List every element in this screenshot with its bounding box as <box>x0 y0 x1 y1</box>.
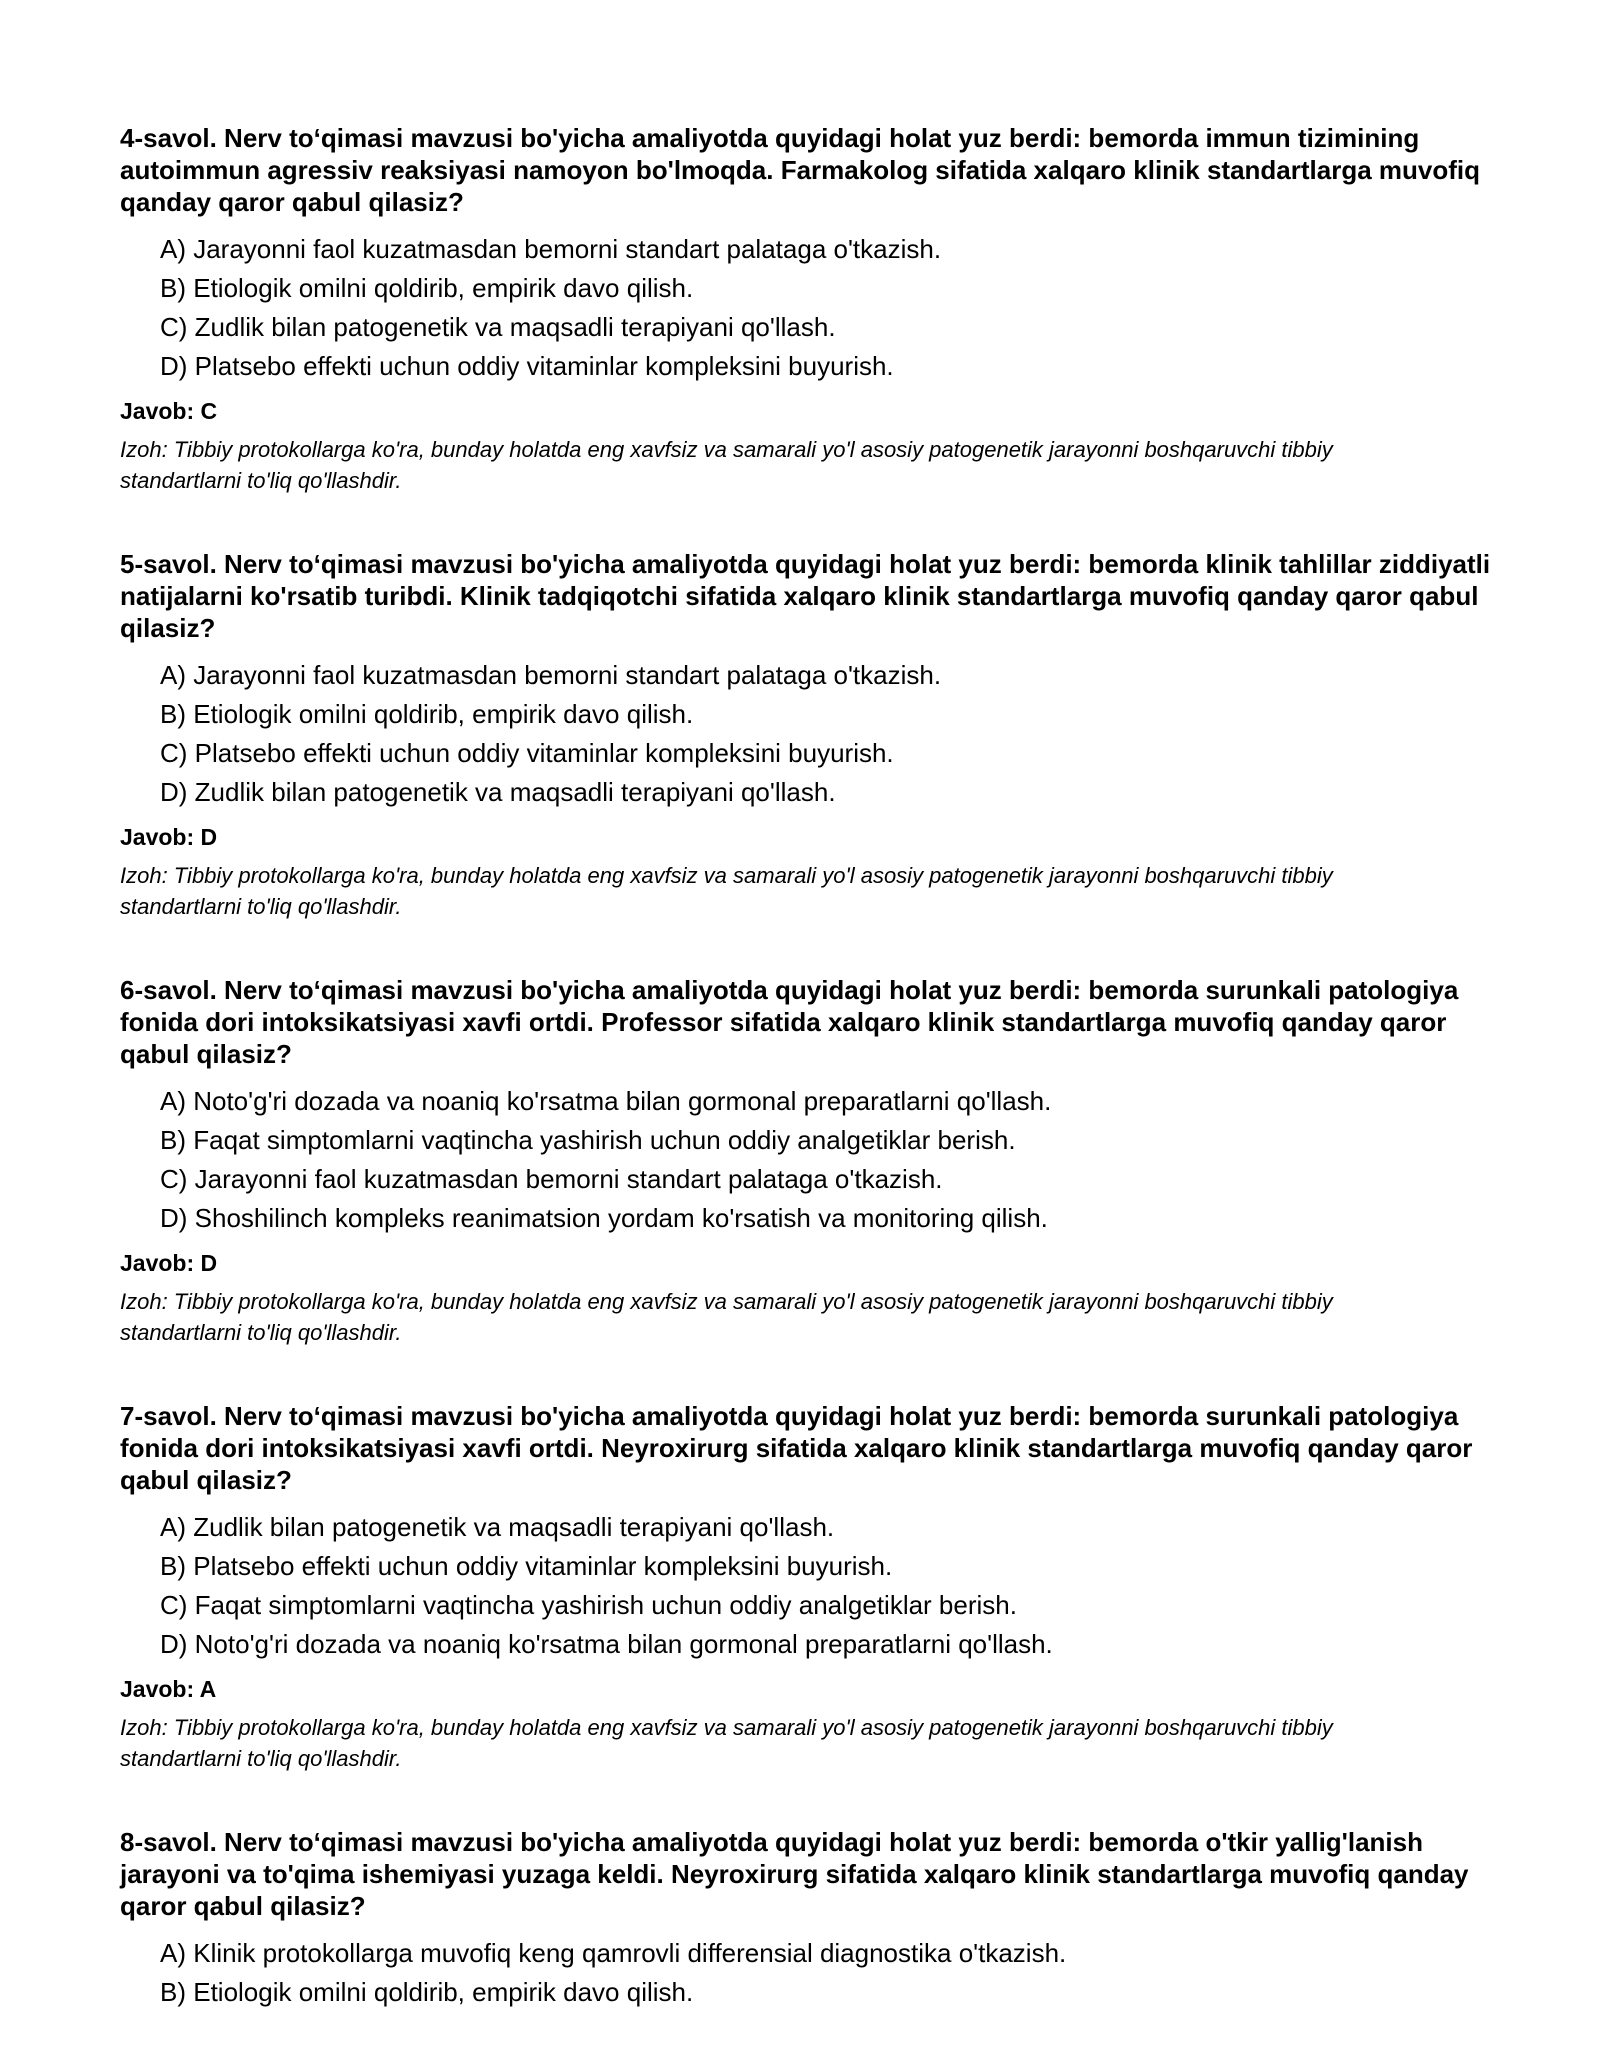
options-list <box>120 230 1500 386</box>
explanation-note: Izoh: Tibbiy protokollarga ko'ra, bunday holatda eng xavfsiz va samarali yo'l asosiy patogenetik jarayonni boshqaruvchi tibbiy standartlarni to'liq qo'llashdir. <box>120 1715 1333 1771</box>
answer-label: Javob: A <box>120 1676 217 1702</box>
answer-label: Javob: D <box>120 824 218 850</box>
options-list <box>120 1508 1500 1664</box>
options-list <box>120 1082 1500 1238</box>
option-a: A) Jarayonni faol kuzatmasdan bemorni standart palataga o'tkazish. <box>160 660 942 690</box>
option-b: B) Platsebo effekti uchun oddiy vitaminlar kompleksini buyurish. <box>160 1551 893 1581</box>
option-d: D) Noto'g'ri dozada va noaniq ko'rsatma bilan gormonal preparatlarni qo'llash. <box>160 1629 1053 1659</box>
answer-label: Javob: C <box>120 398 218 424</box>
option-c: C) Faqat simptomlarni vaqtincha yashirish uchun oddiy analgetiklar berish. <box>160 1590 1017 1620</box>
document-page <box>120 122 1500 2064</box>
question-7 <box>120 1400 1500 1774</box>
option-a: A) Zudlik bilan patogenetik va maqsadli terapiyani qo'llash. <box>160 1512 835 1542</box>
explanation-note: Izoh: Tibbiy protokollarga ko'ra, bunday holatda eng xavfsiz va samarali yo'l asosiy patogenetik jarayonni boshqaruvchi tibbiy standartlarni to'liq qo'llashdir. <box>120 437 1333 493</box>
question-title: 4-savol. Nerv to‘qimasi mavzusi bo'yicha amaliyotda quyidagi holat yuz berdi: bemorda immun tizimining autoimmun agressiv reaksiyasi namoyon bo'lmoqda. Farmakolog sifatida xalqaro klinik standartlarga muvofiq qanday qaror qabul qilasiz? <box>120 123 1481 217</box>
options-list <box>120 1934 1500 2012</box>
options-list <box>120 656 1500 812</box>
option-b: B) Etiologik omilni qoldirib, empirik davo qilish. <box>160 699 694 729</box>
question-title: 6-savol. Nerv to‘qimasi mavzusi bo'yicha amaliyotda quyidagi holat yuz berdi: bemorda surunkali patologiya fonida dori intoksikatsiyasi xavfi ortdi. Professor sifatida xalqaro klinik standartlarga muvofiq qanday qaror qabul qilasiz? <box>120 975 1459 1069</box>
option-b: B) Faqat simptomlarni vaqtincha yashirish uchun oddiy analgetiklar berish. <box>160 1125 1016 1155</box>
option-a: A) Klinik protokollarga muvofiq keng qamrovli differensial diagnostika o'tkazish. <box>160 1938 1067 1968</box>
explanation-note: Izoh: Tibbiy protokollarga ko'ra, bunday holatda eng xavfsiz va samarali yo'l asosiy patogenetik jarayonni boshqaruvchi tibbiy standartlarni to'liq qo'llashdir. <box>120 1289 1333 1345</box>
option-b: B) Etiologik omilni qoldirib, empirik davo qilish. <box>160 1977 694 2007</box>
question-title: 5-savol. Nerv to‘qimasi mavzusi bo'yicha amaliyotda quyidagi holat yuz berdi: bemorda klinik tahlillar ziddiyatli natijalarni ko'rsatib turibdi. Klinik tadqiqotchi sifatida xalqaro klinik standartlarga muvofiq qanday qaror qabul qilasiz? <box>120 549 1491 643</box>
answer-label: Javob: D <box>120 1250 218 1276</box>
question-5 <box>120 548 1500 922</box>
explanation-note: Izoh: Tibbiy protokollarga ko'ra, bunday holatda eng xavfsiz va samarali yo'l asosiy patogenetik jarayonni boshqaruvchi tibbiy standartlarni to'liq qo'llashdir. <box>120 863 1333 919</box>
option-d: D) Shoshilinch kompleks reanimatsion yordam ko'rsatish va monitoring qilish. <box>160 1203 1048 1233</box>
option-c: C) Zudlik bilan patogenetik va maqsadli terapiyani qo'llash. <box>160 312 836 342</box>
question-8 <box>120 1826 1500 2012</box>
question-6 <box>120 974 1500 1348</box>
question-title: 7-savol. Nerv to‘qimasi mavzusi bo'yicha amaliyotda quyidagi holat yuz berdi: bemorda surunkali patologiya fonida dori intoksikatsiyasi xavfi ortdi. Neyroxirurg sifatida xalqaro klinik standartlarga muvofiq qanday qaror qabul qilasiz? <box>120 1401 1473 1495</box>
option-a: A) Jarayonni faol kuzatmasdan bemorni standart palataga o'tkazish. <box>160 234 942 264</box>
question-title: 8-savol. Nerv to‘qimasi mavzusi bo'yicha amaliyotda quyidagi holat yuz berdi: bemorda o'tkir yallig'lanish jarayoni va to'qima ishemiyasi yuzaga keldi. Neyroxirurg sifatida xalqaro klinik standartlarga muvofiq qanday qaror qabul qilasiz? <box>120 1827 1469 1921</box>
option-d: D) Zudlik bilan patogenetik va maqsadli terapiyani qo'llash. <box>160 777 836 807</box>
option-a: A) Noto'g'ri dozada va noaniq ko'rsatma bilan gormonal preparatlarni qo'llash. <box>160 1086 1052 1116</box>
option-b: B) Etiologik omilni qoldirib, empirik davo qilish. <box>160 273 694 303</box>
option-c: C) Jarayonni faol kuzatmasdan bemorni standart palataga o'tkazish. <box>160 1164 943 1194</box>
question-4 <box>120 122 1500 496</box>
option-d: D) Platsebo effekti uchun oddiy vitaminlar kompleksini buyurish. <box>160 351 894 381</box>
option-c: C) Platsebo effekti uchun oddiy vitaminlar kompleksini buyurish. <box>160 738 894 768</box>
